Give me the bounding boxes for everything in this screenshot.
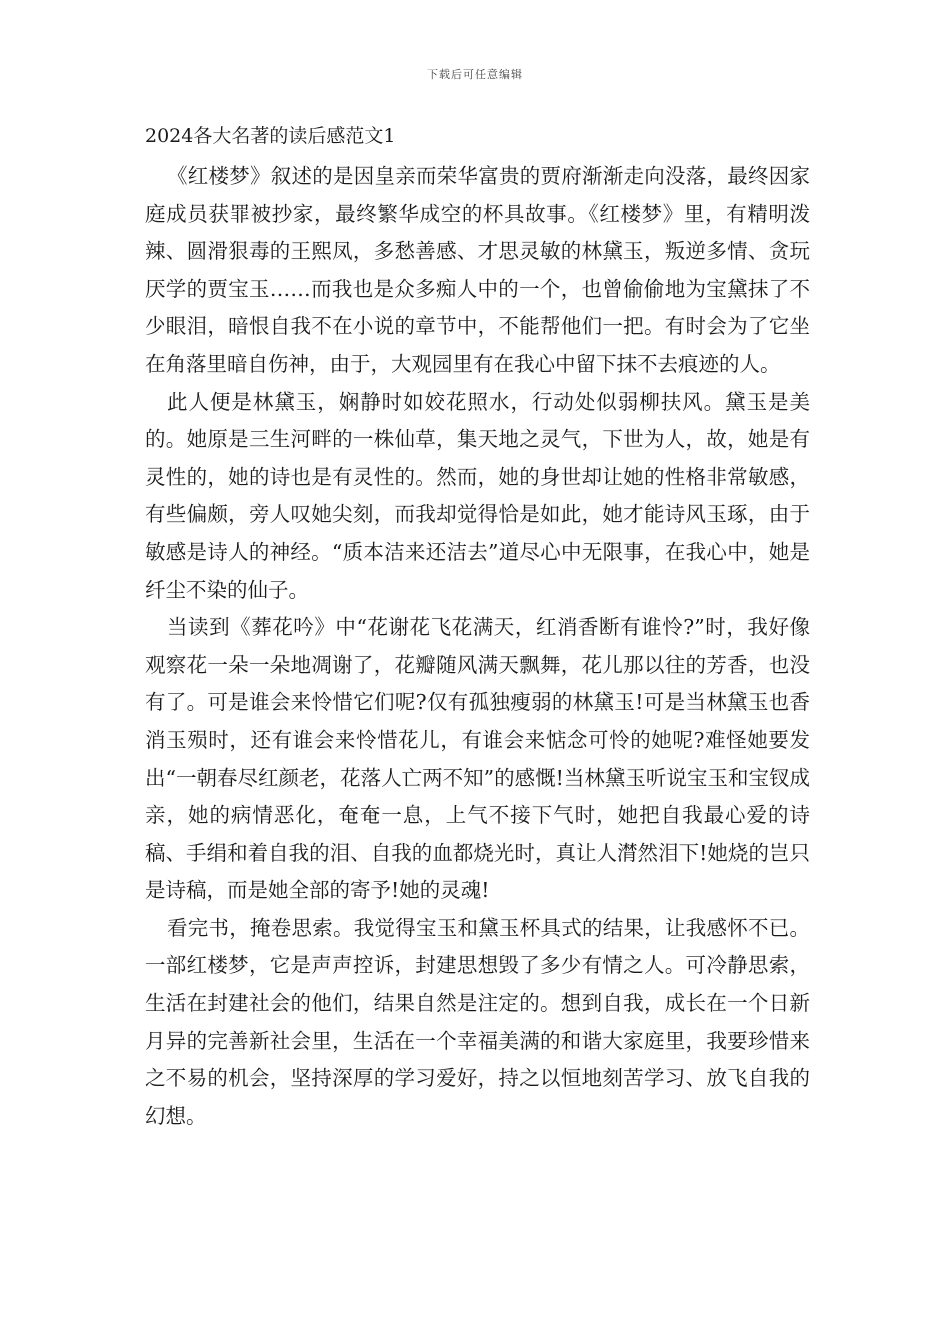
- paragraph-2: 此人便是林黛玉，娴静时如姣花照水，行动处似弱柳扶风。黛玉是美的。她原是三生河畔的一株仙草，集天地之灵气，下世为人，故，她是有灵性的，她的诗也是有灵性的。然而，她的身世却让她的性格非常敏感，有些偏颇，旁人叹她尖刻，而我却觉得恰是如此，她才能诗风玉琢，由于敏感是诗人的神经。“质本洁来还洁去”道尽心中无限事，在我心中，她是纤尘不染的仙子。: [145, 389, 810, 602]
- document-body: [145, 122, 810, 1135]
- document-title: 2024各大名著的读后感范文1: [145, 125, 396, 147]
- paragraph-1: 《红楼梦》叙述的是因皇亲而荣华富贵的贾府渐渐走向没落，最终因家庭成员获罪被抄家，最终繁华成空的杯具故事。《红楼梦》里，有精明泼辣、圆滑狠毒的王熙凤，多愁善感、才思灵敏的林黛玉，叛逆多情、贪玩厌学的贾宝玉……而我也是众多痴人中的一个，也曾偷偷地为宝黛抹了不少眼泪，暗恨自我不在小说的章节中，不能帮他们一把。有时会为了它坐在角落里暗自伤神，由于，大观园里有在我心中留下抹不去痕迹的人。: [145, 164, 810, 376]
- paragraph-3: 当读到《葬花吟》中“花谢花飞花满天，红消香断有谁怜?”时，我好像观察花一朵一朵地凋谢了，花瓣随风满天飘舞，花儿那以往的芳香，也没有了。可是谁会来怜惜它们呢?仅有孤独瘦弱的林黛玉!可是当林黛玉也香消玉殒时，还有谁会来怜惜花儿，有谁会来惦念可怜的她呢?难怪她要发出“一朝春尽红颜老，花落人亡两不知”的感慨!当林黛玉听说宝玉和宝钗成亲，她的病情恶化，奄奄一息，上气不接下气时，她把自我最心爱的诗稿、手绢和着自我的泪、自我的血都烧光时，真让人潸然泪下!她烧的岂只是诗稿，而是她全部的寄予!她的灵魂!: [145, 615, 810, 903]
- paragraph-4: 看完书，掩卷思索。我觉得宝玉和黛玉杯具式的结果，让我感怀不已。一部红楼梦，它是声声控诉，封建思想毁了多少有情之人。可冷静思索，生活在封建社会的他们，结果自然是注定的。想到自我，成长在一个日新月异的完善新社会里，生活在一个幸福美满的和谐大家庭里，我要珍惜来之不易的机会，坚持深厚的学习爱好，持之以恒地刻苦学习、放飞自我的幻想。: [145, 915, 810, 1128]
- header-note: 下载后可任意编辑: [427, 68, 523, 81]
